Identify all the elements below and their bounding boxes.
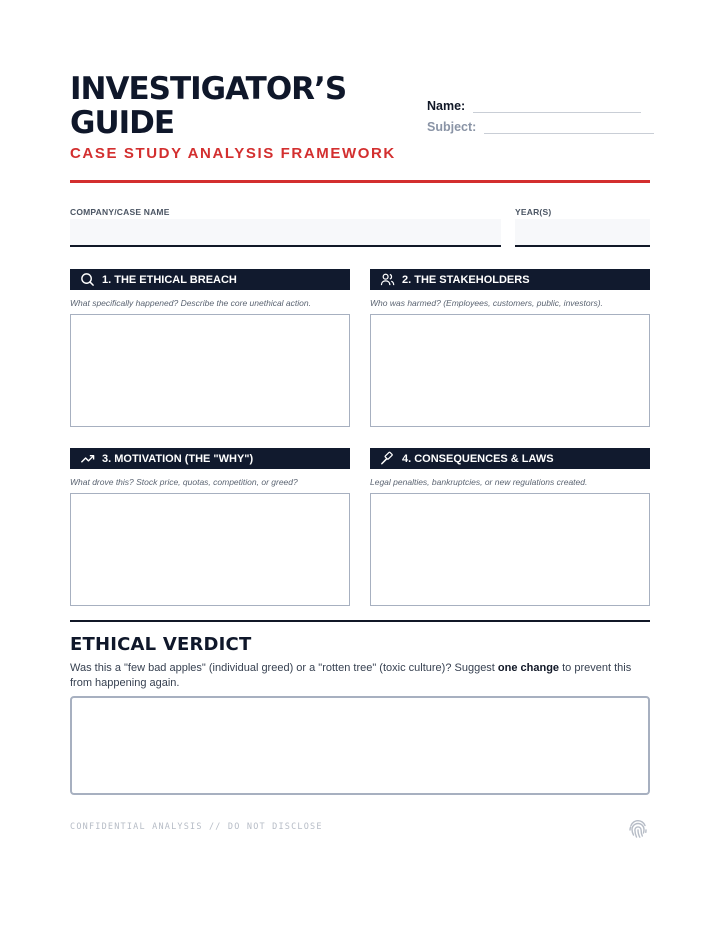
section-1-hint: What specifically happened? Describe the core unethical action.	[70, 298, 311, 308]
section-3-header	[70, 448, 350, 469]
footer-text: CONFIDENTIAL ANALYSIS // DO NOT DISCLOSE	[70, 822, 323, 832]
verdict-prompt	[70, 661, 650, 690]
section-4-hint: Legal penalties, bankruptcies, or new regulations created.	[370, 477, 588, 487]
users-icon	[380, 272, 395, 287]
page-subtitle: CASE STUDY ANALYSIS FRAMEWORK	[70, 145, 396, 162]
search-icon	[80, 272, 95, 287]
verdict-prompt-start: Was this a "few bad apples" (individual greed) or a "rotten tree" (toxic culture)? Suggest	[70, 662, 498, 674]
verdict-answer-box[interactable]	[70, 696, 650, 795]
subject-label: Subject:	[427, 120, 477, 134]
trending-up-icon	[80, 451, 95, 466]
section-2-title: 2. THE STAKEHOLDERS	[402, 273, 530, 286]
name-label: Name:	[427, 99, 466, 113]
section-4-title: 4. CONSEQUENCES & LAWS	[402, 452, 554, 465]
verdict-prompt-end: to prevent this from happening again.	[70, 662, 632, 689]
gavel-icon	[380, 451, 395, 466]
section-1-title: 1. THE ETHICAL BREACH	[102, 273, 237, 286]
section-3-hint: What drove this? Stock price, quotas, competition, or greed?	[70, 477, 298, 487]
section-4-header	[370, 448, 650, 469]
section-2-answer-box[interactable]	[370, 314, 650, 427]
page-title: INVESTIGATOR’S GUIDE	[70, 71, 347, 141]
name-row	[427, 99, 641, 113]
year-field[interactable]	[515, 219, 650, 247]
company-label: COMPANY/CASE NAME	[70, 207, 170, 217]
section-3-answer-box[interactable]	[70, 493, 350, 606]
worksheet-page	[70, 0, 650, 932]
verdict-prompt-bold: one change	[497, 662, 560, 674]
section-2-hint: Who was harmed? (Employees, customers, public, investors).	[370, 298, 603, 308]
section-2-header	[370, 269, 650, 290]
verdict-divider	[70, 620, 650, 622]
section-4-answer-box[interactable]	[370, 493, 650, 606]
section-3-title: 3. MOTIVATION (THE "WHY")	[102, 452, 254, 465]
section-1-answer-box[interactable]	[70, 314, 350, 427]
company-field[interactable]	[70, 219, 501, 247]
header-divider	[70, 180, 650, 183]
section-1-header	[70, 269, 350, 290]
name-field[interactable]	[473, 99, 641, 113]
verdict-title: ETHICAL VERDICT	[70, 634, 252, 655]
subject-row	[427, 120, 654, 134]
fingerprint-icon	[626, 816, 650, 840]
subject-field[interactable]	[484, 120, 654, 134]
year-label: YEAR(S)	[515, 207, 552, 217]
